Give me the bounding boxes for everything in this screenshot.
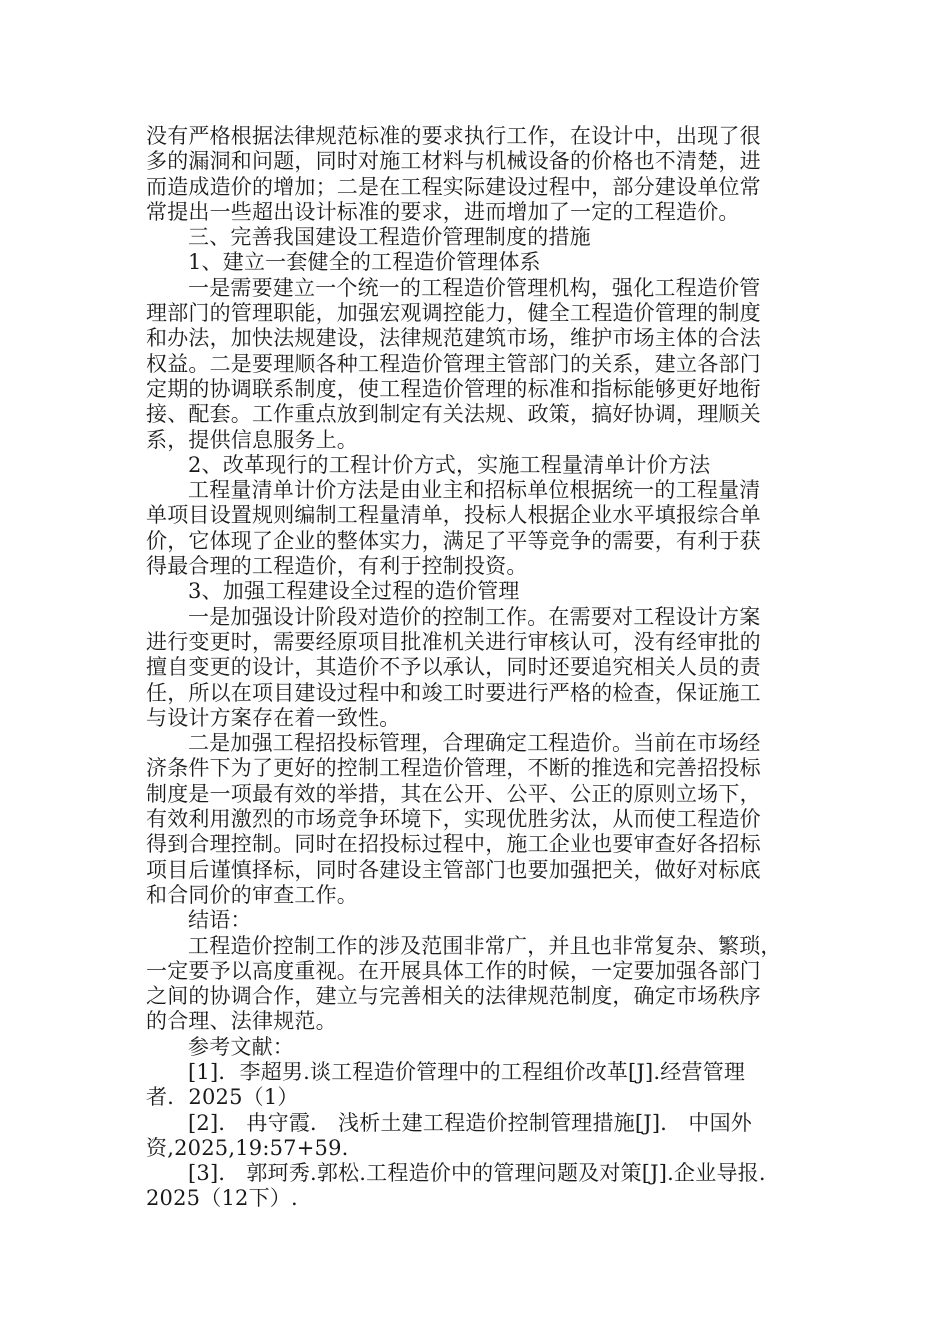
- text-line: [3]． 郭珂秀.郭松.工程造价中的管理问题及对策[J].企业导报.: [188, 1161, 766, 1186]
- document-body: [146, 124, 808, 1212]
- text-line: 任，所以在项目建设过程中和竣工时要进行严格的检查，保证施工: [146, 680, 761, 705]
- text-line: 权益。二是要理顺各种工程造价管理主管部门的关系，建立各部门: [146, 351, 761, 376]
- text-line: 济条件下为了更好的控制工程造价管理，不断的推选和完善招投标: [146, 756, 761, 781]
- text-line: 和办法，加快法规建设，法律规范建筑市场，维护市场主体的合法: [146, 326, 761, 351]
- text-line: 工程量清单计价方法是由业主和招标单位根据统一的工程量清: [188, 478, 761, 503]
- text-line: 二是加强工程招投标管理，合理确定工程造价。当前在市场经: [188, 731, 761, 756]
- text-line: 接、配套。工作重点放到制定有关法规、政策，搞好协调，理顺关: [146, 402, 761, 427]
- text-line: [2]． 冉守霞． 浅析土建工程造价控制管理措施[J]． 中国外: [188, 1110, 752, 1135]
- text-line: 得到合理控制。同时在招投标过程中，施工企业也要审查好各招标: [146, 832, 761, 857]
- text-line: 工程造价控制工作的涉及范围非常广，并且也非常复杂、繁琐，: [188, 933, 782, 958]
- text-line: 3、加强工程建设全过程的造价管理: [188, 579, 520, 604]
- text-line: 一定要予以高度重视。在开展具体工作的时候，一定要加强各部门: [146, 958, 761, 983]
- text-line: 结语：: [188, 908, 252, 933]
- text-line: 之间的协调合作，建立与完善相关的法律规范制度，确定市场秩序: [146, 984, 761, 1009]
- text-line: 者．2025（1）: [146, 1085, 299, 1110]
- text-line: 2、改革现行的工程计价方式，实施工程量清单计价方法: [188, 452, 711, 477]
- text-line: 进行变更时，需要经原项目批准机关进行审核认可，没有经审批的: [146, 629, 761, 654]
- text-line: 资,2025,19:57+59.: [146, 1135, 349, 1160]
- text-line: 没有严格根据法律规范标准的要求执行工作，在设计中，出现了很: [146, 124, 761, 148]
- text-line: 而造成造价的增加；二是在工程实际建设过程中，部分建设单位常: [146, 174, 761, 199]
- text-line: 有效利用激烈的市场竞争环境下，实现优胜劣汰，从而使工程造价: [146, 807, 761, 832]
- text-line: [1]．李超男.谈工程造价管理中的工程组价改革[J].经营管理: [188, 1059, 746, 1084]
- text-line: 系，提供信息服务上。: [146, 427, 358, 452]
- text-line: 三、完善我国建设工程造价管理制度的措施: [188, 225, 591, 250]
- text-line: 一是加强设计阶段对造价的控制工作。在需要对工程设计方案: [188, 604, 761, 629]
- text-line: 常提出一些超出设计标准的要求，进而增加了一定的工程造价。: [146, 199, 740, 224]
- text-line: 擅自变更的设计，其造价不予以承认，同时还要追究相关人员的责: [146, 655, 761, 680]
- text-line: 得最合理的工程造价，有利于控制投资。: [146, 554, 528, 579]
- text-line: 2025（12下）.: [146, 1186, 298, 1211]
- text-line: 单项目设置规则编制工程量清单，投标人根据企业水平填报综合单: [146, 503, 761, 528]
- text-line: 一是需要建立一个统一的工程造价管理机构，强化工程造价管: [188, 275, 761, 300]
- text-line: 的合理、法律规范。: [146, 1009, 337, 1034]
- text-line: 与设计方案存在着一致性。: [146, 705, 401, 730]
- text-line: 多的漏洞和问题，同时对施工材料与机械设备的价格也不清楚，进: [146, 149, 761, 174]
- text-line: 参考文献：: [188, 1034, 294, 1059]
- text-line: 价，它体现了企业的整体实力，满足了平等竞争的需要，有利于获: [146, 528, 761, 553]
- text-line: 制度是一项最有效的举措，其在公开、公平、公正的原则立场下，: [146, 781, 761, 806]
- text-line: 1、建立一套健全的工程造价管理体系: [188, 250, 541, 275]
- text-line: 理部门的管理职能，加强宏观调控能力，健全工程造价管理的制度: [146, 301, 761, 326]
- text-line: 定期的协调联系制度，使工程造价管理的标准和指标能够更好地衔: [146, 376, 761, 401]
- text-line: 和合同价的审查工作。: [146, 882, 358, 907]
- text-line: 项目后谨慎择标，同时各建设主管部门也要加强把关，做好对标底: [146, 857, 761, 882]
